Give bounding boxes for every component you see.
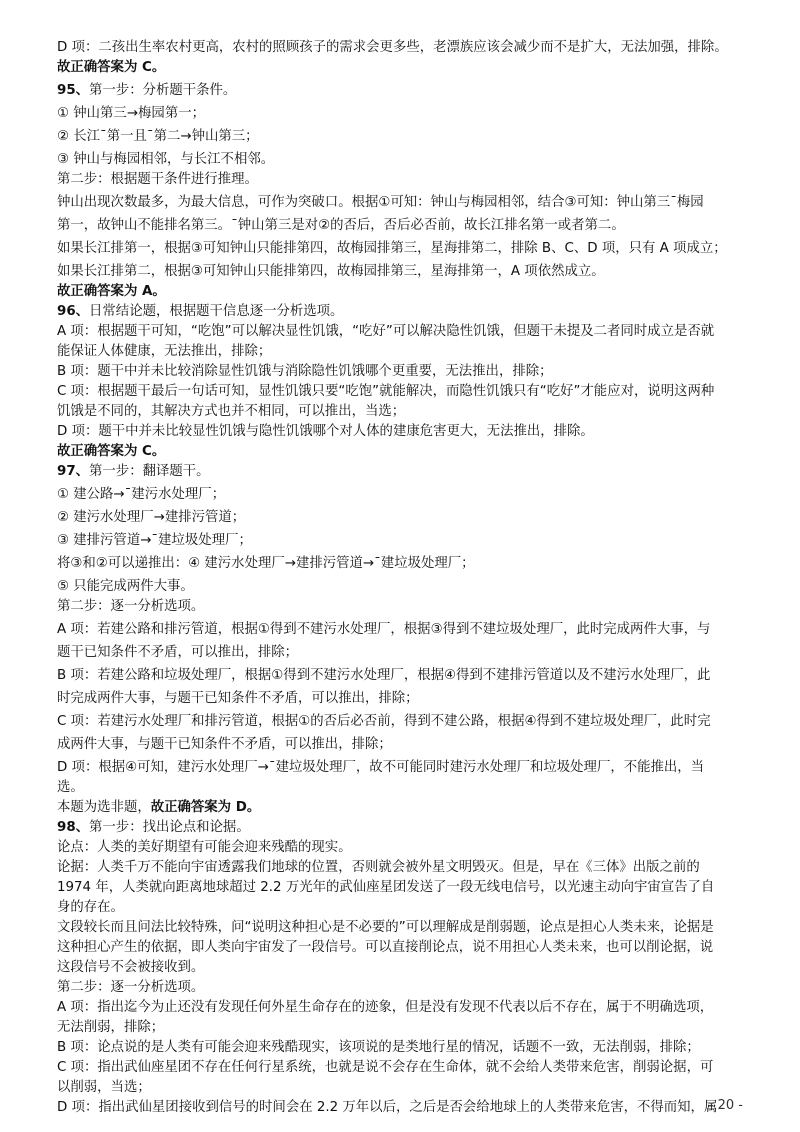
- text-line: [57, 798, 747, 818]
- text-line: [57, 712, 747, 732]
- text-line: [57, 531, 747, 551]
- body-text: 将③和②可以递推出：④ 建污水处理厂→建排污管道→¯建垃圾处理厂；: [57, 556, 475, 571]
- body-text: 无法削弱，排除；: [57, 1020, 165, 1035]
- text-line: [57, 998, 747, 1018]
- text-line: [57, 150, 747, 170]
- body-text: C 项：根据题干最后一句话可知，显性饥饿只要“吃饱”就能解决，而隐性饥饿只有“吃好”才能应对，说明这两种: [57, 384, 715, 399]
- text-line: [57, 778, 747, 798]
- text-line: [57, 170, 747, 190]
- body-text: 钟山出现次数最多，为最大信息，可作为突破口。根据①可知：钟山与梅园相邻，结合③可知：钟山第三¯梅园: [57, 195, 704, 210]
- text-line: [57, 422, 747, 442]
- bold-text: 故正确答案为 A。: [57, 284, 166, 299]
- body-text: 第二步：根据题干条件进行推理。: [57, 172, 258, 187]
- text-line: [57, 938, 747, 958]
- body-text: 第一，故钟山不能排名第三。¯钟山第三是对②的否后，否后必否前，故长江排名第一或者第二。: [57, 218, 625, 233]
- text-line: [57, 508, 747, 528]
- text-line: [57, 81, 747, 101]
- text-line: [57, 597, 747, 617]
- body-text: 身的存在。: [57, 900, 124, 915]
- text-line: [57, 918, 747, 938]
- body-text: 时完成两件大事，与题干已知条件不矛盾，可以推出，排除；: [57, 691, 419, 706]
- text-line: [57, 858, 747, 878]
- text-line: [57, 898, 747, 918]
- text-line: [57, 38, 747, 58]
- text-line: [57, 958, 747, 978]
- body-text: 第二步：逐一分析选项。: [57, 980, 205, 995]
- body-text: 文段较长而且问法比较特殊，问“说明这种担心是不必要的”可以理解成是削弱题，论点是担心人类未来，论据是: [57, 920, 714, 935]
- text-line: [57, 442, 747, 462]
- bold-text: 故正确答案为 D。: [150, 800, 261, 815]
- text-line: [57, 239, 747, 259]
- text-line: [57, 577, 747, 597]
- text-line: [57, 58, 747, 78]
- body-text: ① 建公路→¯建污水处理厂；: [57, 487, 226, 502]
- body-text: ② 长江¯第一且¯第二→钟山第三；: [57, 129, 259, 144]
- body-text: 如果长江排第一，根据③可知钟山只能排第四，故梅园排第三，星海排第二，排除 B、C、D 项，只有 A 项成立；: [57, 241, 727, 256]
- body-text: 第一步：翻译题干。: [89, 464, 210, 479]
- body-text: B 项：论点说的是人类有可能会迎来残酷现实，该项说的是类地行星的情况，话题不一致，无法削弱，排除；: [57, 1040, 700, 1055]
- text-line: [57, 262, 747, 282]
- text-line: [57, 878, 747, 898]
- body-text: 题干已知条件不矛盾，可以推出，排除；: [57, 645, 299, 660]
- bold-text: 97、: [57, 464, 90, 479]
- text-line: [57, 1018, 747, 1038]
- body-text: 论据：人类千万不能向宇宙透露我们地球的位置，否则就会被外星文明毁灭。但是，早在《三体》出版之前的: [57, 860, 700, 875]
- text-line: [57, 689, 747, 709]
- text-line: [57, 216, 747, 236]
- document-body: [57, 38, 747, 1118]
- text-line: [57, 104, 747, 124]
- text-line: [57, 485, 747, 505]
- body-text: 1974 年，人类就向距离地球超过 2.2 万光年的武仙座星团发送了一段无线电信号，以光速主动向宇宙宣告了自: [57, 880, 715, 895]
- text-line: [57, 1078, 747, 1098]
- body-text: 第一步：分析题干条件。: [89, 83, 237, 98]
- body-text: 饥饿是不同的，其解决方式也并不相同，可以推出，当选；: [57, 404, 406, 419]
- text-line: [57, 978, 747, 998]
- body-text: 日常结论题，根据题干信息逐一分析选项。: [89, 304, 344, 319]
- body-text: 以削弱，当选；: [57, 1080, 151, 1095]
- text-line: [57, 362, 747, 382]
- text-line: [57, 1098, 747, 1118]
- body-text: ② 建污水处理厂→建排污管道；: [57, 510, 246, 525]
- text-line: [57, 838, 747, 858]
- body-text: ① 钟山第三→梅园第一；: [57, 106, 205, 121]
- body-text: 第二步：逐一分析选项。: [57, 599, 205, 614]
- bold-text: 96、: [57, 304, 90, 319]
- body-text: D 项：题干中并未比较显性饥饿与隐性饥饿哪个对人体的建康危害更大，无法推出，排除。: [57, 424, 594, 439]
- text-line: [57, 735, 747, 755]
- body-text: ③ 建排污管道→¯建垃圾处理厂；: [57, 533, 252, 548]
- text-line: [57, 402, 747, 422]
- body-text: 本题为选非题，: [57, 800, 151, 815]
- body-text: ③ 钟山与梅园相邻，与长江不相邻。: [57, 152, 275, 167]
- text-line: [57, 620, 747, 640]
- text-line: [57, 193, 747, 213]
- body-text: 论点：人类的美好期望有可能会迎来残酷的现实。: [57, 840, 352, 855]
- body-text: B 项：若建公路和垃圾处理厂，根据①得到不建污水处理厂，根据④得到不建排污管道以及不建污水处理厂，此: [57, 668, 711, 683]
- text-line: [57, 302, 747, 322]
- text-line: [57, 322, 747, 342]
- body-text: A 项：根据题干可知，“吃饱”可以解决显性饥饿，“吃好”可以解决隐性饥饿，但题干未提及二者同时成立是否就: [57, 324, 715, 339]
- text-line: [57, 282, 747, 302]
- body-text: D 项：二孩出生率农村更高，农村的照顾孩子的需求会更多些，老漂族应该会减少而不是扩大，无法加强，排除。: [57, 40, 728, 55]
- text-line: [57, 1058, 747, 1078]
- text-line: [57, 382, 747, 402]
- body-text: D 项：根据④可知，建污水处理厂→¯建垃圾处理厂，故不可能同时建污水处理厂和垃圾处理厂，不能推出，当: [57, 760, 705, 775]
- text-line: [57, 1038, 747, 1058]
- body-text: C 项：指出武仙座星团不存在任何行星系统，也就是说不会存在生命体，就不会给人类带来危害，削弱论据，可: [57, 1060, 714, 1075]
- bold-text: 故正确答案为 C。: [57, 60, 166, 75]
- text-line: [57, 666, 747, 686]
- text-line: [57, 127, 747, 147]
- text-line: [57, 643, 747, 663]
- text-line: [57, 342, 747, 362]
- body-text: 这种担心产生的依据，即人类向宇宙发了一段信号。可以直接削论点，说不用担心人类未来，也可以削论据，说: [57, 940, 714, 955]
- text-line: [57, 554, 747, 574]
- page-number: - 20 -: [708, 1098, 743, 1113]
- body-text: 选。: [57, 780, 84, 795]
- text-line: [57, 758, 747, 778]
- body-text: 如果长江排第二，根据③可知钟山只能排第四，故梅园排第三，星海排第一，A 项依然成立。: [57, 264, 605, 279]
- body-text: A 项：若建公路和排污管道，根据①得到不建污水处理厂，根据③得到不建垃圾处理厂，此时完成两件大事，与: [57, 622, 711, 637]
- body-text: ⑤ 只能完成两件大事。: [57, 579, 194, 594]
- bold-text: 95、: [57, 83, 90, 98]
- bold-text: 98、: [57, 820, 90, 835]
- body-text: A 项：指出迄今为止还没有发现任何外星生命存在的迹象，但是没有发现不代表以后不存在，属于不明确选项，: [57, 1000, 714, 1015]
- body-text: C 项：若建污水处理厂和排污管道，根据①的否后必否前，得到不建公路，根据④得到不建垃圾处理厂，此时完: [57, 714, 711, 729]
- body-text: 能保证人体健康，无法推出，排除；: [57, 344, 272, 359]
- bold-text: 故正确答案为 C。: [57, 444, 166, 459]
- body-text: 这段信号不会被接收到。: [57, 960, 205, 975]
- text-line: [57, 818, 747, 838]
- text-line: [57, 462, 747, 482]
- body-text: 第一步：找出论点和论据。: [89, 820, 250, 835]
- body-text: 成两件大事，与题干已知条件不矛盾，可以推出，排除；: [57, 737, 392, 752]
- body-text: D 项：指出武仙星团接收到信号的时间会在 2.2 万年以后，之后是否会给地球上的人类带来危害，不得而知，属: [57, 1100, 718, 1115]
- body-text: B 项：题干中并未比较消除显性饥饿与消除隐性饥饿哪个更重要，无法推出，排除；: [57, 364, 553, 379]
